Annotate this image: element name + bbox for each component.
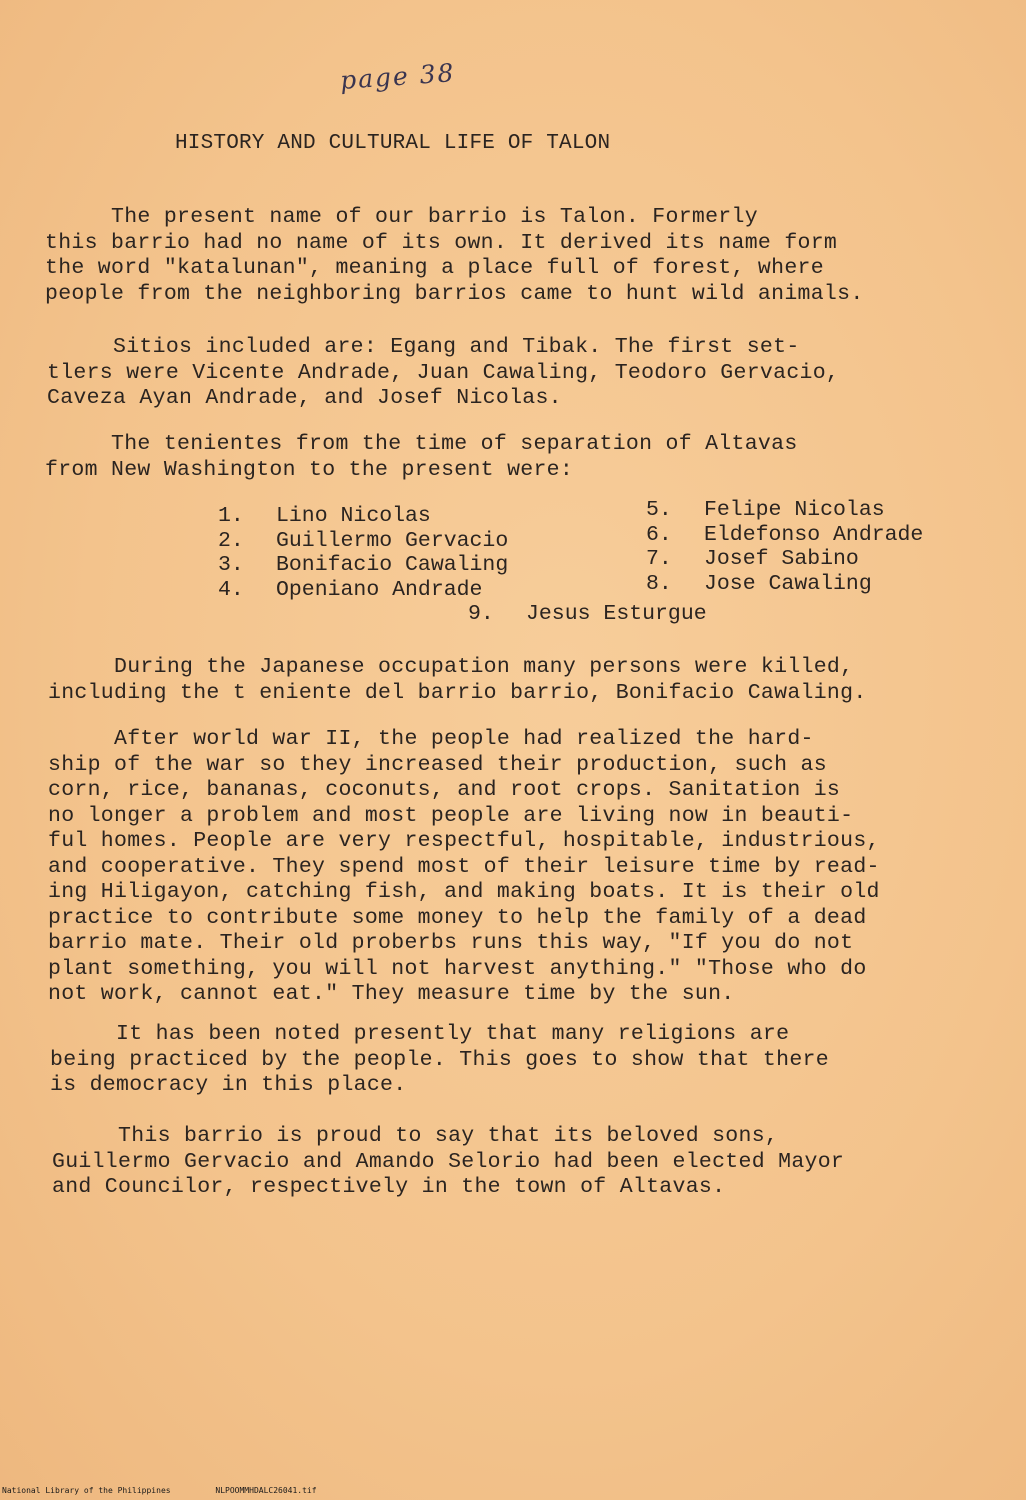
paragraph-japanese-occupation	[48, 655, 867, 706]
list-item: 7. Josef Sabino	[646, 547, 859, 571]
text-line: and cooperative. They spend most of their leisure time by read-	[48, 854, 880, 879]
paragraph-after-war	[48, 727, 880, 1008]
list-item: 4. Openiano Andrade	[218, 577, 483, 602]
list-item: 2. Guillermo Gervacio	[218, 528, 509, 553]
text-line: people from the neighboring barrios came to hunt wild animals.	[45, 281, 864, 306]
scan-footer	[2, 1486, 357, 1495]
list-item: 5. Felipe Nicolas	[646, 498, 885, 522]
tenientes-column-left	[218, 504, 508, 602]
paragraph-beloved-sons	[52, 1124, 844, 1201]
list-item: 3. Bonifacio Cawaling	[218, 553, 509, 577]
list-item: 1. Lino Nicolas	[218, 504, 431, 528]
paragraph-tenientes-intro	[45, 432, 798, 483]
text-line: This barrio is proud to say that its beloved sons,	[52, 1124, 779, 1148]
text-line: from New Washington to the present were:	[45, 457, 574, 482]
text-line: The present name of our barrio is Talon. Formerly	[45, 205, 758, 229]
list-item: 6. Eldefonso Andrade	[646, 522, 924, 547]
text-line: Caveza Ayan Andrade, and Josef Nicolas.	[47, 386, 562, 410]
text-line: including the t eniente del barrio barrio, Bonifacio Cawaling.	[48, 680, 867, 705]
text-line: During the Japanese occupation many persons were killed,	[48, 655, 854, 679]
file-name: NLPOOMMHDALC26041.tif	[215, 1486, 317, 1495]
text-line: no longer a problem and most people are living now in beauti-	[48, 803, 854, 828]
text-line: corn, rice, bananas, coconuts, and root crops. Sanitation is	[48, 778, 841, 802]
list-item: 9. Jesus Esturgue	[468, 602, 707, 626]
paragraph-religions	[50, 1022, 829, 1099]
text-line: barrio mate. Their old proberbs runs this way, "If you do not	[48, 931, 854, 955]
paragraph-name-origin	[45, 205, 864, 307]
text-line: practice to contribute some money to help the family of a dead	[48, 905, 867, 930]
text-line: tlers were Vicente Andrade, Juan Cawaling, Teodoro Gervacio,	[47, 360, 840, 385]
text-line: Guillermo Gervacio and Amando Selorio had been elected Mayor	[52, 1149, 845, 1174]
text-line: and Councilor, respectively in the town of Altavas.	[52, 1175, 726, 1199]
text-line: not work, cannot eat." They measure time by the sun.	[48, 982, 735, 1006]
text-line: ful homes. People are very respectful, hospitable, industrious,	[48, 829, 880, 853]
handwritten-page-number: page 38	[339, 58, 457, 95]
page-title: HISTORY AND CULTURAL LIFE OF TALON	[175, 132, 611, 155]
text-line: It has been noted presently that many religions are	[50, 1022, 790, 1046]
text-line: After world war II, the people had realized the hard-	[48, 727, 814, 751]
text-line: the word "katalunan", meaning a place full of forest, where	[45, 256, 824, 280]
text-line: is democracy in this place.	[50, 1073, 407, 1097]
library-credit: National Library of the Philippines	[2, 1486, 171, 1495]
text-line: The tenientes from the time of separation of Altavas	[45, 432, 798, 456]
text-line: plant something, you will not harvest anything." "Those who do	[48, 956, 867, 981]
text-line: ship of the war so they increased their production, such as	[48, 752, 827, 777]
text-line: Sitios included are: Egang and Tibak. The first set-	[47, 335, 800, 359]
tenientes-column-right	[646, 498, 923, 596]
list-item: 8. Jose Cawaling	[646, 571, 872, 596]
text-line: being practiced by the people. This goes to show that there	[50, 1047, 829, 1072]
text-line: ing Hiligayon, catching fish, and making boats. It is their old	[48, 880, 880, 904]
text-line: this barrio had no name of its own. It derived its name form	[45, 230, 838, 255]
paragraph-sitios	[47, 335, 839, 412]
